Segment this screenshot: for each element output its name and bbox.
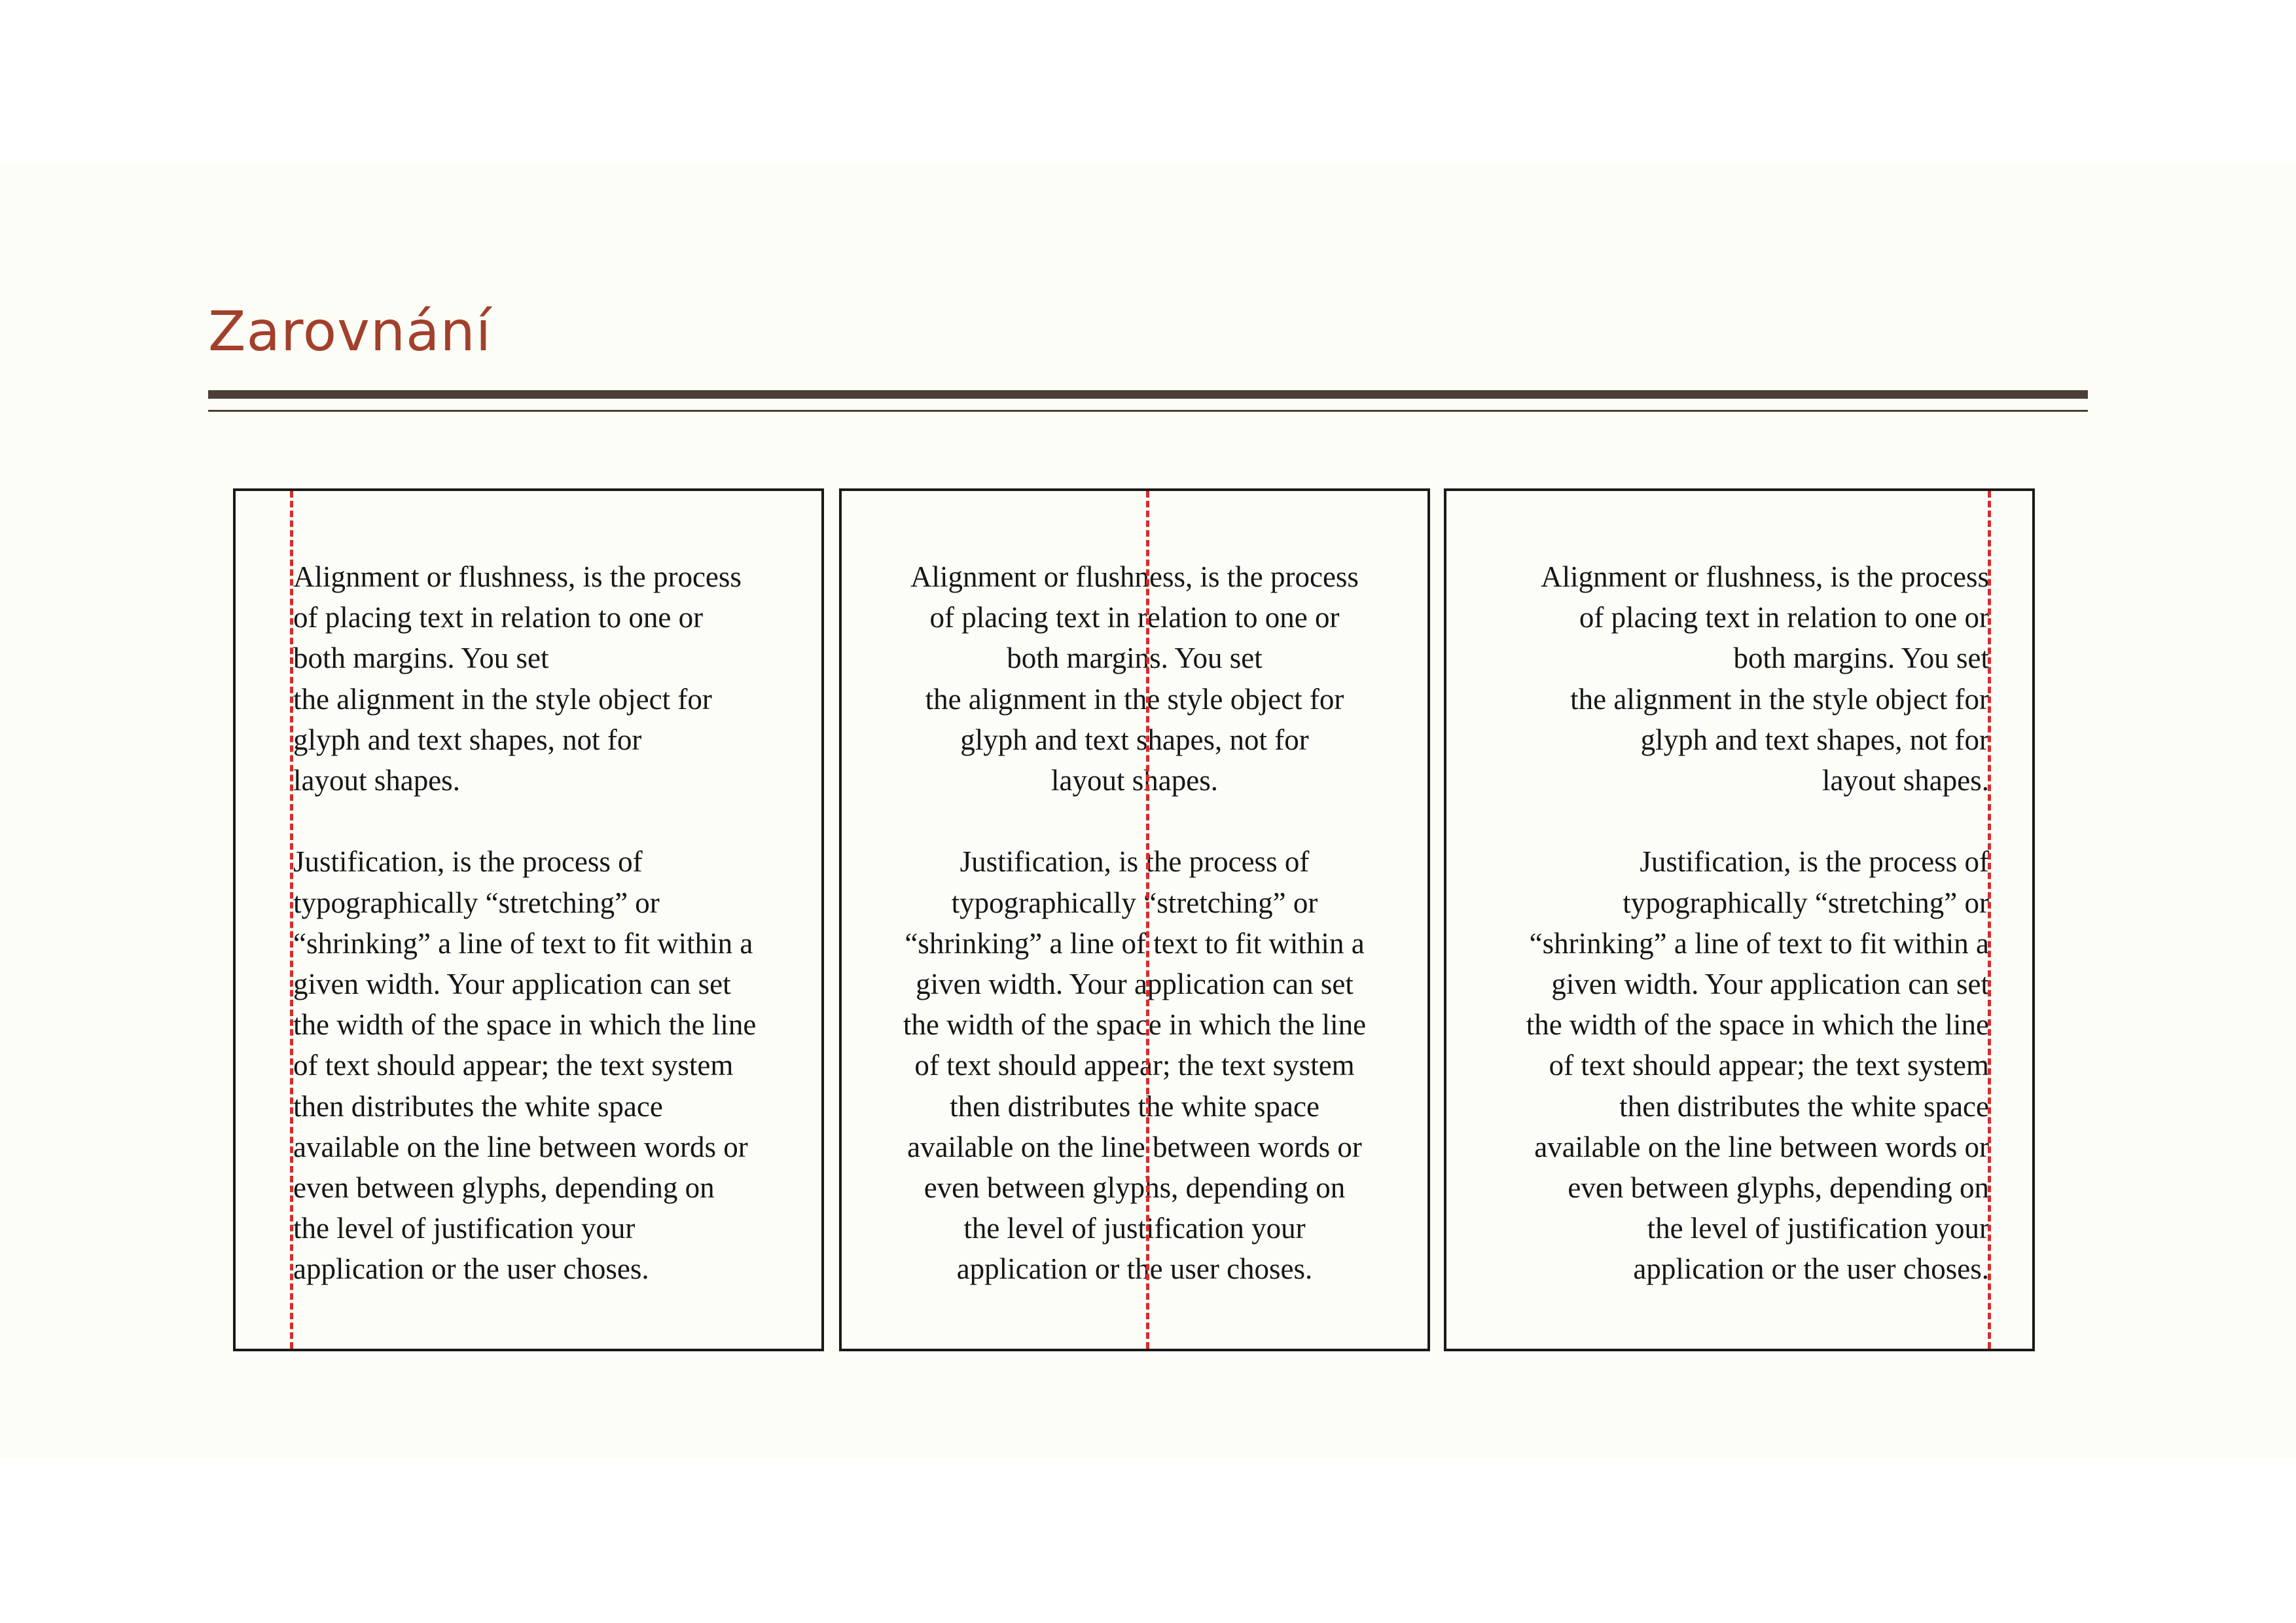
text-line: of text should appear; the text system bbox=[293, 1049, 734, 1082]
text-line: layout shapes. bbox=[1822, 764, 1989, 797]
text-line: given width. Your application can set bbox=[916, 968, 1354, 1001]
title-rule-thin bbox=[208, 410, 2088, 412]
text-line: Justification, is the process of bbox=[1640, 845, 1989, 879]
text-line: the level of justification your bbox=[1647, 1212, 1989, 1245]
text-line: the width of the space in which the line bbox=[293, 1008, 757, 1042]
paragraph bbox=[1526, 841, 1989, 1289]
text-line: typographically “stretching” or bbox=[951, 886, 1318, 919]
text-line: then distributes the white space bbox=[950, 1089, 1319, 1123]
text-line: of text should appear; the text system bbox=[1549, 1049, 1989, 1082]
text-line: layout shapes. bbox=[293, 764, 460, 797]
panel-center-aligned bbox=[839, 488, 1430, 1351]
slide bbox=[0, 161, 2296, 1459]
paragraph bbox=[1526, 556, 1989, 801]
text-line: Alignment or flushness, is the process bbox=[293, 560, 742, 593]
text-line: even between glyphs, depending on bbox=[293, 1171, 715, 1205]
text-line: “shrinking” a line of text to fit within a bbox=[905, 926, 1365, 960]
text-line: given width. Your application can set bbox=[293, 968, 731, 1001]
text-line: “shrinking” a line of text to fit within a bbox=[293, 926, 753, 960]
panel-text-right bbox=[1526, 556, 1989, 1290]
text-line: even between glyphs, depending on bbox=[1568, 1171, 1989, 1205]
panel-text-center bbox=[842, 556, 1427, 1290]
text-line: both margins. You set bbox=[1007, 642, 1263, 675]
paragraph bbox=[842, 556, 1427, 801]
title-rule-thick bbox=[208, 390, 2088, 399]
text-line: the alignment in the style object for bbox=[925, 682, 1344, 716]
right-margin-guide bbox=[1988, 491, 1991, 1349]
panel-right-aligned bbox=[1444, 488, 2035, 1351]
text-line: available on the line between words or bbox=[907, 1130, 1362, 1163]
text-line: available on the line between words or bbox=[293, 1130, 748, 1163]
text-line: the width of the space in which the line bbox=[903, 1008, 1367, 1042]
text-line: available on the line between words or bbox=[1534, 1130, 1989, 1163]
text-line: of placing text in relation to one or bbox=[293, 601, 704, 634]
text-line: typographically “stretching” or bbox=[1623, 886, 1989, 919]
text-line: the level of justification your bbox=[963, 1212, 1306, 1245]
text-line: of placing text in relation to one or bbox=[929, 601, 1340, 634]
text-line: “shrinking” a line of text to fit within a bbox=[1529, 926, 1989, 960]
center-guide bbox=[1146, 491, 1149, 1349]
text-line: even between glyphs, depending on bbox=[924, 1171, 1346, 1205]
paragraph bbox=[293, 556, 756, 801]
text-line: application or the user choses. bbox=[956, 1252, 1313, 1286]
text-line: both margins. You set bbox=[1733, 642, 1989, 675]
paragraph bbox=[842, 841, 1427, 1289]
text-line: glyph and text shapes, not for bbox=[960, 723, 1309, 756]
paragraph bbox=[293, 841, 756, 1289]
text-line: typographically “stretching” or bbox=[293, 886, 660, 919]
text-line: Alignment or flushness, is the process bbox=[1541, 560, 1989, 593]
panel-left-aligned bbox=[233, 488, 824, 1351]
text-line: then distributes the white space bbox=[1619, 1089, 1989, 1123]
text-line: the level of justification your bbox=[293, 1212, 636, 1245]
text-line: Alignment or flushness, is the process bbox=[910, 560, 1359, 593]
text-line: of text should appear; the text system bbox=[914, 1049, 1355, 1082]
text-line: of placing text in relation to one or bbox=[1579, 601, 1989, 634]
text-line: application or the user choses. bbox=[293, 1252, 649, 1286]
text-line: both margins. You set bbox=[293, 642, 549, 675]
text-line: the alignment in the style object for bbox=[1570, 682, 1989, 716]
text-line: application or the user choses. bbox=[1633, 1252, 1989, 1286]
slide-title: Zarovnání bbox=[208, 299, 492, 363]
text-line: Justification, is the process of bbox=[293, 845, 643, 879]
text-line: glyph and text shapes, not for bbox=[293, 723, 642, 756]
text-line: Justification, is the process of bbox=[960, 845, 1310, 879]
text-line: layout shapes. bbox=[1051, 764, 1218, 797]
text-line: then distributes the white space bbox=[293, 1089, 663, 1123]
panel-text-left bbox=[293, 556, 756, 1290]
text-line: the alignment in the style object for bbox=[293, 682, 712, 716]
text-line: glyph and text shapes, not for bbox=[1640, 723, 1989, 756]
text-line: the width of the space in which the line bbox=[1526, 1008, 1989, 1042]
left-margin-guide bbox=[290, 491, 293, 1349]
text-line: given width. Your application can set bbox=[1551, 968, 1989, 1001]
